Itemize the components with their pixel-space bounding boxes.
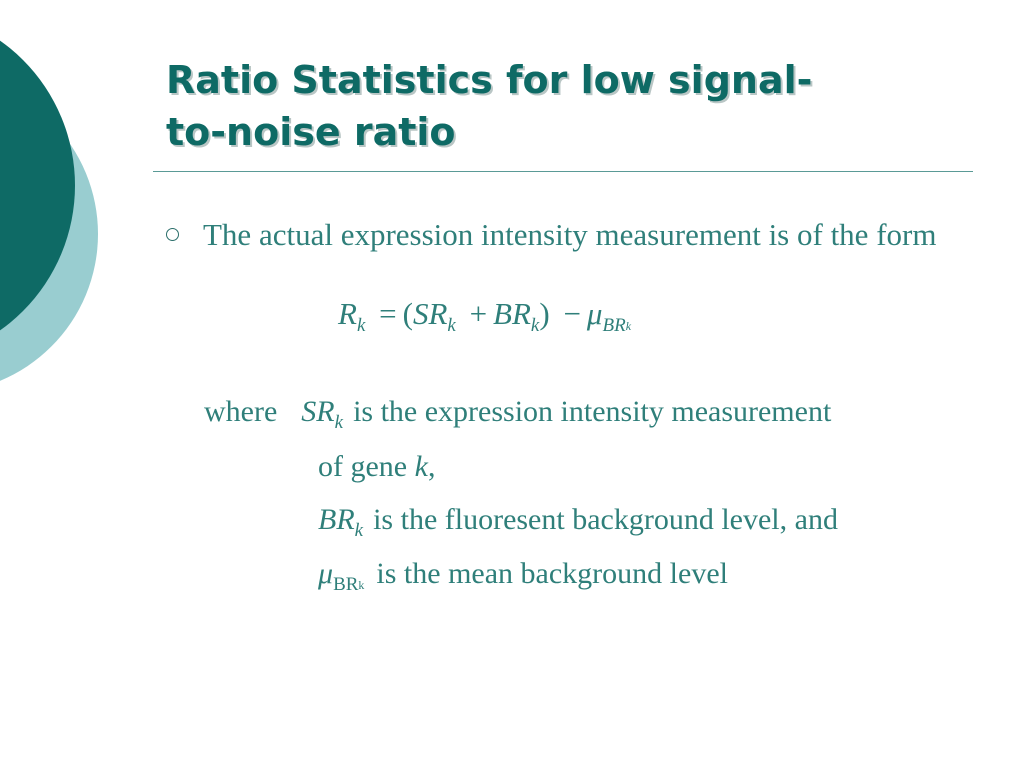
formula-mu-sub: BR [602,315,626,336]
def-sr-text: is the expression intensity measurement [353,395,832,428]
formula-mu-subsub: k [625,319,632,333]
def-mu-text: is the mean background level [376,557,728,590]
formula-open-paren: ( [402,296,413,331]
slide-title [166,54,966,158]
formula-close-paren: ) [539,296,550,331]
formula [338,292,631,348]
title-line-1: Ratio Statistics for low signal- [166,58,813,102]
def-br-text: is the fluoresent background level, and [373,503,838,536]
def-sr-cont-end: , [427,450,436,483]
def-sr-symbol: SR [301,395,335,428]
def-sr-cont-var: k [414,450,428,483]
def-br-symbol: BR [318,503,355,536]
def-mu-symbol: μ [318,557,334,590]
def-sr-cont-text: of gene [318,450,408,483]
bullet-text: The actual expression intensity measurement is of the form [203,217,937,252]
definition-mu [318,554,728,605]
formula-lhs: R [338,296,357,331]
definition-br [318,500,838,551]
def-br-sub: k [354,520,364,541]
formula-term-sr-sub: k [447,315,456,336]
formula-lhs-sub: k [356,315,366,336]
def-mu-subsub: k [358,578,365,592]
definition-sr-continued [318,447,435,487]
def-sr-sub: k [334,412,344,433]
formula-term-br: BR [493,296,531,331]
formula-mu: μ [586,296,603,331]
formula-equals: = [379,296,397,331]
bullet-circle-icon [166,228,179,241]
definition-sr [204,392,831,443]
formula-term-sr: SR [412,296,448,331]
formula-term-br-sub: k [530,315,540,336]
def-mu-sub: BR [333,574,359,595]
title-divider [153,171,973,172]
where-label: where [204,395,278,428]
title-line-2: to-noise ratio [166,110,456,154]
formula-minus: − [563,296,581,331]
formula-plus: + [469,296,488,331]
